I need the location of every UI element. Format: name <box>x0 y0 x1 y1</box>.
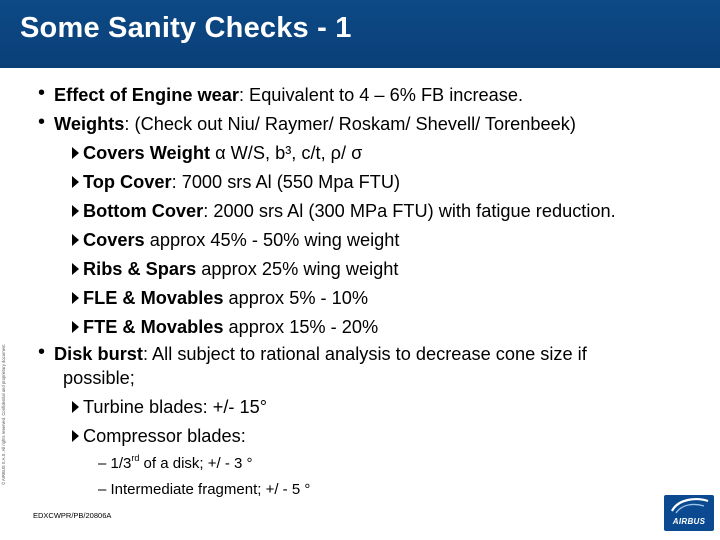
sub-bullet-compressor-blades: Compressor blades: <box>72 427 246 445</box>
bullet-weights: Weights: (Check out Niu/ Raymer/ Roskam/ Shevell/ Torenbeek) <box>54 114 576 134</box>
document-code: EDXCWPR/PB/20806A <box>33 511 112 520</box>
arrow-right-icon <box>72 321 79 333</box>
logo-text: AIRBUS <box>672 517 706 526</box>
arrow-right-icon <box>72 147 79 159</box>
arrow-right-icon <box>72 205 79 217</box>
sub-bullet-covers-weight: Covers Weight α W/S, b³, c/t, ρ/ σ <box>72 144 362 162</box>
bullet-dot-icon: • <box>38 111 46 133</box>
arrow-right-icon <box>72 263 79 275</box>
sub-bullet-top-cover: Top Cover: 7000 srs Al (550 Mpa FTU) <box>72 173 400 191</box>
bullet-dot-icon: • <box>38 341 46 363</box>
dash-item-intermediate-fragment: – Intermediate fragment; +/ - 5 ° <box>98 481 311 498</box>
header-bar <box>0 0 720 68</box>
bullet-engine-wear: Effect of Engine wear: Equivalent to 4 – 6% FB increase. <box>54 85 524 105</box>
sub-bullet-turbine-blades: Turbine blades: +/- 15° <box>72 398 267 416</box>
bullet-disk-burst: Disk burst: All subject to rational analysis to decrease cone size if <box>54 344 587 364</box>
sub-bullet-ribs-spars: Ribs & Spars approx 25% wing weight <box>72 260 398 278</box>
page-title: Some Sanity Checks - 1 <box>20 12 352 44</box>
arrow-right-icon <box>72 292 79 304</box>
sub-bullet-covers: Covers approx 45% - 50% wing weight <box>72 231 399 249</box>
bullet-disk-burst-continued: possible; <box>63 368 135 388</box>
arrow-right-icon <box>72 401 79 413</box>
airbus-logo <box>664 495 714 531</box>
sub-bullet-fte-movables: FTE & Movables approx 15% - 20% <box>72 318 378 336</box>
arrow-right-icon <box>72 234 79 246</box>
sub-bullet-fle-movables: FLE & Movables approx 5% - 10% <box>72 289 368 307</box>
copyright-note: © AIRBUS S.A.S. All rights reserved. Confidential and proprietary document. <box>1 343 6 485</box>
dash-item-one-third-disk: – 1/3rd of a disk; +/ - 3 ° <box>98 453 253 472</box>
arrow-right-icon <box>72 176 79 188</box>
arrow-right-icon <box>72 430 79 442</box>
bullet-dot-icon: • <box>38 82 46 104</box>
sub-bullet-bottom-cover: Bottom Cover: 2000 srs Al (300 MPa FTU) with fatigue reduction. <box>72 202 616 220</box>
